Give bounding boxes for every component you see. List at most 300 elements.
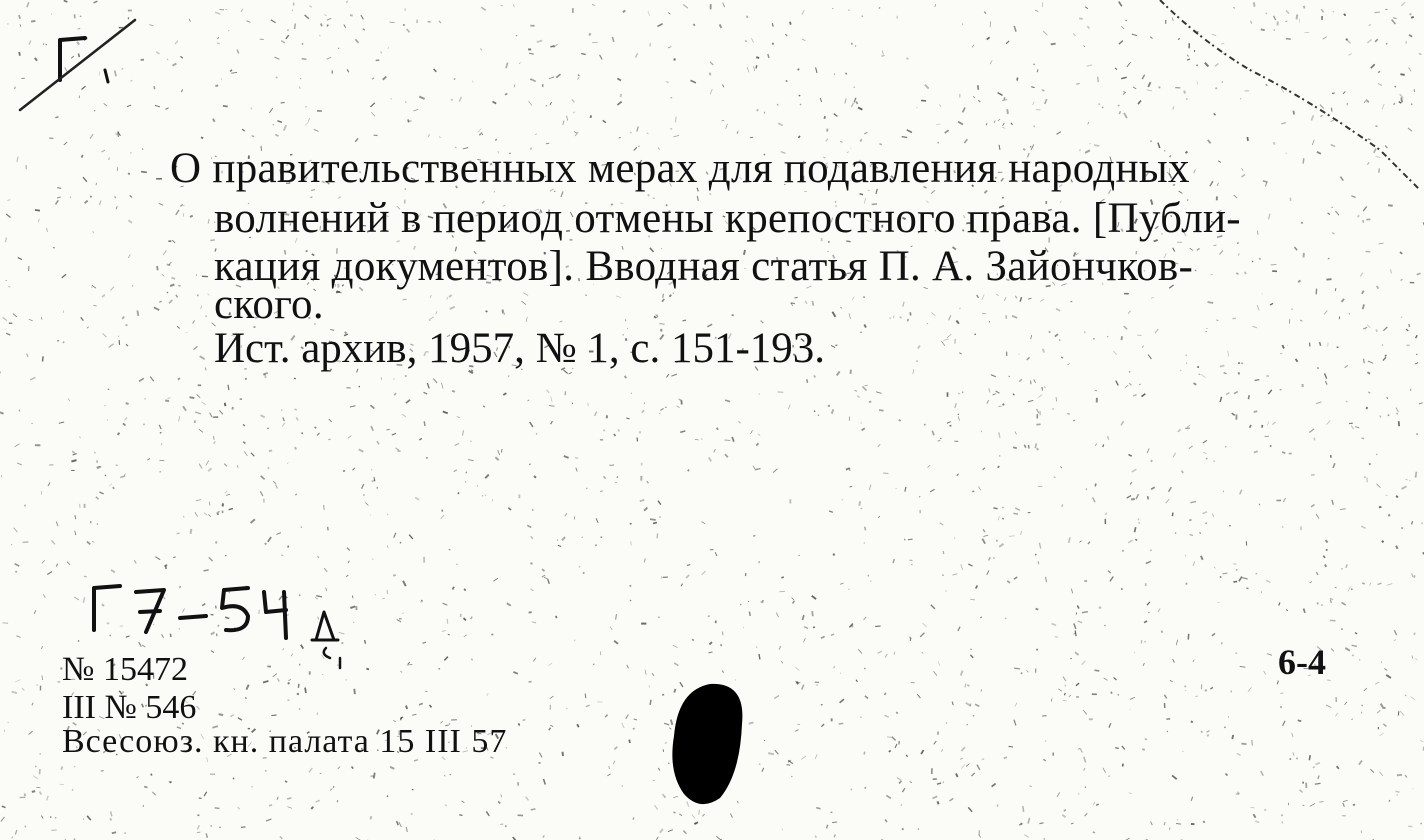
speckle-mark xyxy=(288,683,290,684)
speckle-mark xyxy=(543,835,544,837)
speckle-mark xyxy=(907,130,912,133)
speckle-mark xyxy=(15,680,20,682)
speckle-mark xyxy=(764,740,765,741)
speckle-mark xyxy=(864,617,867,620)
speckle-mark xyxy=(726,124,728,129)
speckle-mark xyxy=(1103,444,1104,447)
speckle-mark xyxy=(1016,296,1017,299)
speckle-mark xyxy=(1045,99,1047,104)
speckle-mark xyxy=(1330,598,1333,599)
speckle-mark xyxy=(1064,810,1066,812)
speckle-mark xyxy=(534,476,536,478)
speckle-mark xyxy=(1280,353,1282,354)
speckle-mark xyxy=(217,43,220,44)
speckle-mark xyxy=(673,135,679,137)
speckle-mark xyxy=(644,558,645,562)
speckle-mark xyxy=(269,805,272,806)
speckle-mark xyxy=(228,385,229,391)
speckle-mark xyxy=(97,460,98,463)
speckle-mark xyxy=(197,394,201,397)
speckle-mark xyxy=(300,87,301,89)
speckle-mark xyxy=(655,805,658,809)
speckle-mark xyxy=(956,774,958,778)
speckle-mark xyxy=(854,98,856,102)
speckle-mark xyxy=(441,515,444,519)
speckle-mark xyxy=(556,74,560,78)
speckle-mark xyxy=(1242,363,1243,364)
speckle-mark xyxy=(51,816,52,817)
speckle-mark xyxy=(393,575,396,576)
speckle-mark xyxy=(1057,132,1061,135)
speckle-mark xyxy=(904,539,905,541)
speckle-mark xyxy=(1004,297,1006,301)
speckle-mark xyxy=(1128,311,1131,314)
speckle-mark xyxy=(213,119,215,122)
speckle-mark xyxy=(1142,749,1145,750)
speckle-mark xyxy=(355,39,358,43)
speckle-mark xyxy=(294,409,297,410)
speckle-mark xyxy=(295,494,297,495)
speckle-mark xyxy=(215,12,220,14)
speckle-mark xyxy=(986,123,987,125)
speckle-mark xyxy=(159,301,161,302)
speckle-mark xyxy=(109,158,110,161)
speckle-mark xyxy=(1375,682,1380,684)
speckle-mark xyxy=(64,142,67,145)
speckle-mark xyxy=(493,102,497,104)
speckle-mark xyxy=(1280,693,1283,694)
speckle-mark xyxy=(763,600,764,601)
speckle-mark xyxy=(614,641,618,644)
speckle-mark xyxy=(292,10,293,11)
speckle-mark xyxy=(315,427,317,428)
speckle-mark xyxy=(791,776,792,777)
speckle-mark xyxy=(1282,527,1283,528)
speckle-mark xyxy=(740,604,741,605)
speckle-mark xyxy=(563,121,564,126)
speckle-mark xyxy=(815,754,817,759)
speckle-mark xyxy=(648,11,650,16)
speckle-mark xyxy=(577,724,579,727)
speckle-mark xyxy=(201,306,202,309)
speckle-mark xyxy=(1026,670,1028,672)
speckle-mark xyxy=(1003,404,1005,405)
speckle-mark xyxy=(858,108,862,110)
speckle-mark xyxy=(772,23,773,27)
speckle-mark xyxy=(531,536,533,539)
speckle-mark xyxy=(1331,649,1334,652)
speckle-mark xyxy=(546,143,549,144)
speckle-mark xyxy=(530,464,531,465)
speckle-mark xyxy=(439,137,440,138)
speckle-mark xyxy=(814,375,815,377)
speckle-mark xyxy=(586,295,587,296)
speckle-mark xyxy=(1206,523,1207,524)
speckle-mark xyxy=(961,564,963,570)
speckle-mark xyxy=(1166,499,1170,503)
speckle-mark xyxy=(1239,372,1240,374)
speckle-mark xyxy=(582,537,583,538)
speckle-mark xyxy=(1212,514,1214,518)
speckle-mark xyxy=(637,438,638,442)
speckle-mark xyxy=(862,16,863,17)
speckle-mark xyxy=(1089,143,1090,144)
speckle-mark xyxy=(1328,213,1330,215)
speckle-mark xyxy=(978,85,979,90)
speckle-mark xyxy=(777,104,778,105)
speckle-mark xyxy=(365,503,368,506)
speckle-mark xyxy=(1270,303,1273,305)
speckle-mark xyxy=(195,512,198,516)
speckle-mark xyxy=(1162,631,1163,633)
speckle-mark xyxy=(328,527,329,531)
speckle-mark xyxy=(73,454,77,455)
speckle-mark xyxy=(694,24,695,26)
speckle-mark xyxy=(1233,582,1237,583)
speckle-mark xyxy=(1366,408,1368,409)
speckle-mark xyxy=(406,706,407,709)
speckle-mark xyxy=(1343,803,1345,807)
speckle-mark xyxy=(204,792,207,796)
speckle-mark xyxy=(937,783,941,784)
speckle-mark xyxy=(549,406,554,407)
speckle-mark xyxy=(666,374,668,377)
speckle-mark xyxy=(243,425,245,426)
speckle-mark xyxy=(1060,467,1062,469)
speckle-mark xyxy=(531,589,534,591)
speckle-mark xyxy=(614,434,616,436)
speckle-mark xyxy=(854,87,855,88)
speckle-mark xyxy=(932,312,936,315)
speckle-mark xyxy=(1397,775,1402,776)
speckle-mark xyxy=(177,533,180,534)
speckle-mark xyxy=(1098,77,1099,82)
speckle-mark xyxy=(850,486,853,487)
speckle-mark xyxy=(393,721,396,722)
speckle-mark xyxy=(94,1,98,3)
speckle-mark xyxy=(717,428,719,430)
speckle-mark xyxy=(1173,453,1176,458)
speckle-mark xyxy=(215,808,220,809)
speckle-mark xyxy=(43,356,44,361)
speckle-mark xyxy=(1255,380,1260,381)
speckle-mark xyxy=(406,827,407,832)
speckle-mark xyxy=(1076,683,1079,686)
speckle-mark xyxy=(1115,68,1117,69)
speckle-mark xyxy=(1376,330,1377,332)
speckle-mark xyxy=(633,817,634,819)
speckle-mark xyxy=(1108,571,1111,574)
speckle-mark xyxy=(1003,123,1005,126)
speckle-mark xyxy=(710,89,712,94)
speckle-mark xyxy=(1039,543,1040,549)
speckle-mark xyxy=(1148,496,1149,499)
speckle-mark xyxy=(1021,531,1022,535)
speckle-mark xyxy=(732,437,734,442)
speckle-mark xyxy=(1271,264,1277,265)
speckle-mark xyxy=(122,317,124,319)
speckle-mark xyxy=(1236,273,1238,274)
speckle-mark xyxy=(832,409,834,413)
speckle-mark xyxy=(107,420,108,421)
speckle-mark xyxy=(576,468,577,472)
speckle-mark xyxy=(16,636,20,638)
speckle-mark xyxy=(1069,695,1071,697)
speckle-mark xyxy=(1236,570,1238,571)
speckle-mark xyxy=(218,37,219,39)
speckle-mark xyxy=(1084,768,1085,771)
speckle-mark xyxy=(952,574,957,575)
speckle-mark xyxy=(574,640,576,641)
speckle-mark xyxy=(542,569,545,571)
speckle-mark xyxy=(1234,392,1238,394)
speckle-mark xyxy=(621,94,622,97)
speckle-mark xyxy=(1394,630,1396,635)
speckle-mark xyxy=(743,627,744,628)
speckle-mark xyxy=(47,796,49,801)
speckle-mark xyxy=(919,496,920,497)
speckle-mark xyxy=(56,200,59,204)
speckle-mark xyxy=(493,578,498,581)
speckle-mark xyxy=(603,430,605,431)
speckle-mark xyxy=(226,494,230,495)
speckle-mark xyxy=(1019,379,1022,382)
speckle-mark xyxy=(1389,514,1390,516)
speckle-mark xyxy=(1233,564,1236,565)
speckle-mark xyxy=(1362,583,1364,584)
speckle-mark xyxy=(93,232,94,233)
speckle-mark xyxy=(305,688,306,693)
speckle-mark xyxy=(674,663,678,666)
speckle-mark xyxy=(1073,34,1075,36)
speckle-mark xyxy=(1216,320,1218,321)
speckle-mark xyxy=(1249,395,1250,399)
speckle-mark xyxy=(977,295,979,298)
speckle-mark xyxy=(1383,327,1387,331)
speckle-mark xyxy=(864,325,866,328)
speckle-mark xyxy=(1225,446,1226,447)
speckle-mark xyxy=(660,408,663,410)
speckle-mark xyxy=(970,655,973,658)
speckle-mark xyxy=(1293,753,1294,756)
speckle-mark xyxy=(32,703,33,706)
speckle-mark xyxy=(496,139,497,140)
speckle-mark xyxy=(421,600,422,602)
speckle-mark xyxy=(1046,577,1047,582)
speckle-mark xyxy=(33,776,38,779)
speckle-mark xyxy=(1325,381,1327,385)
speckle-mark xyxy=(1108,436,1109,440)
speckle-mark xyxy=(1416,335,1418,338)
speckle-mark xyxy=(1119,41,1123,45)
speckle-mark xyxy=(141,172,147,173)
speckle-mark xyxy=(507,603,511,606)
speckle-mark xyxy=(600,491,603,492)
speckle-mark xyxy=(807,379,808,382)
speckle-mark xyxy=(1203,512,1208,514)
speckle-mark xyxy=(1408,826,1412,827)
speckle-mark xyxy=(967,724,968,725)
speckle-mark xyxy=(1410,389,1411,391)
speckle-mark xyxy=(1142,394,1146,397)
speckle-mark xyxy=(1383,724,1386,727)
speckle-mark xyxy=(1190,535,1193,536)
speckle-mark xyxy=(1084,46,1085,47)
speckle-mark xyxy=(947,422,951,424)
speckle-mark xyxy=(56,564,58,567)
speckle-mark xyxy=(826,139,828,142)
speckle-mark xyxy=(383,77,387,80)
speckle-mark xyxy=(756,443,758,445)
speckle-mark xyxy=(434,69,437,72)
speckle-mark xyxy=(427,383,429,388)
speckle-mark xyxy=(234,688,235,690)
speckle-mark xyxy=(225,491,228,493)
speckle-mark xyxy=(1167,731,1168,732)
speckle-mark xyxy=(1129,383,1131,385)
speckle-mark xyxy=(1226,393,1229,395)
speckle-mark xyxy=(381,377,382,380)
speckle-mark xyxy=(1151,487,1155,489)
speckle-mark xyxy=(795,730,798,732)
speckle-mark xyxy=(450,774,451,775)
speckle-mark xyxy=(1377,286,1379,289)
speckle-mark xyxy=(1043,31,1047,35)
speckle-mark xyxy=(263,681,268,683)
speckle-mark xyxy=(1363,207,1367,212)
speckle-mark xyxy=(1180,370,1181,371)
speckle-mark xyxy=(1370,769,1374,772)
speckle-mark xyxy=(273,125,274,126)
speckle-mark xyxy=(1210,687,1213,689)
speckle-mark xyxy=(436,311,437,314)
speckle-mark xyxy=(1130,709,1131,710)
speckle-mark xyxy=(1400,711,1404,715)
speckle-mark xyxy=(895,744,897,748)
speckle-mark xyxy=(16,571,17,572)
speckle-mark xyxy=(1379,243,1384,244)
speckle-mark xyxy=(1011,123,1013,125)
speckle-mark xyxy=(156,52,159,54)
speckle-mark xyxy=(268,537,271,542)
speckle-mark xyxy=(908,539,913,540)
speckle-mark xyxy=(1414,575,1415,577)
speckle-mark xyxy=(573,112,574,114)
speckle-mark xyxy=(931,605,935,609)
speckle-mark xyxy=(610,627,612,631)
speckle-mark xyxy=(1353,804,1355,805)
speckle-mark xyxy=(459,97,461,102)
speckle-mark xyxy=(471,441,472,442)
speckle-mark xyxy=(1387,584,1393,586)
speckle-mark xyxy=(1370,583,1371,586)
speckle-mark xyxy=(252,136,255,137)
speckle-mark xyxy=(574,132,577,134)
speckle-mark xyxy=(175,41,178,44)
speckle-mark xyxy=(645,670,646,675)
speckle-mark xyxy=(1172,513,1173,517)
speckle-mark xyxy=(8,722,9,723)
speckle-mark xyxy=(344,25,346,28)
speckle-mark xyxy=(452,391,455,392)
speckle-mark xyxy=(966,703,971,706)
speckle-mark xyxy=(989,388,990,392)
speckle-mark xyxy=(120,476,125,478)
speckle-mark xyxy=(578,75,579,77)
speckle-mark xyxy=(1133,87,1136,89)
speckle-mark xyxy=(408,662,410,664)
speckle-mark xyxy=(427,457,428,458)
speckle-mark xyxy=(846,468,850,469)
speckle-mark xyxy=(281,555,283,556)
speckle-mark xyxy=(1269,214,1270,220)
speckle-mark xyxy=(162,274,165,276)
speckle-mark xyxy=(165,400,169,401)
accession-number: № 15472 xyxy=(62,651,188,688)
speckle-mark xyxy=(1273,422,1276,425)
speckle-mark xyxy=(197,706,200,709)
speckle-mark xyxy=(957,474,959,476)
speckle-mark xyxy=(798,136,800,138)
speckle-mark xyxy=(1314,438,1315,441)
classification-code: 6-4 xyxy=(1278,642,1326,682)
speckle-mark xyxy=(528,400,530,401)
speckle-mark xyxy=(466,472,467,474)
speckle-mark xyxy=(1289,319,1290,324)
speckle-mark xyxy=(1095,444,1096,446)
speckle-mark xyxy=(885,654,887,658)
speckle-mark xyxy=(652,673,654,676)
speckle-mark xyxy=(774,696,779,699)
description-line-4: ского. xyxy=(214,281,324,328)
speckle-mark xyxy=(1316,514,1319,519)
speckle-mark xyxy=(463,430,464,435)
speckle-mark xyxy=(424,421,425,426)
speckle-mark xyxy=(388,48,389,49)
speckle-mark xyxy=(1368,361,1373,363)
speckle-mark xyxy=(982,294,984,299)
speckle-mark xyxy=(402,613,404,614)
speckle-mark xyxy=(295,447,296,449)
speckle-mark xyxy=(802,10,805,15)
speckle-mark xyxy=(613,761,615,765)
speckle-mark xyxy=(297,694,299,695)
speckle-mark xyxy=(1310,804,1315,807)
speckle-mark xyxy=(189,19,190,22)
speckle-mark xyxy=(1062,504,1063,507)
speckle-mark xyxy=(1335,713,1338,716)
speckle-mark xyxy=(92,285,96,288)
speckle-mark xyxy=(840,141,842,142)
speckle-mark xyxy=(790,22,791,25)
speckle-mark xyxy=(1164,822,1165,825)
speckle-mark xyxy=(190,216,193,217)
speckle-mark xyxy=(390,767,394,769)
speckle-mark xyxy=(1364,688,1367,691)
speckle-mark xyxy=(223,106,228,107)
speckle-mark xyxy=(617,78,621,80)
speckle-mark xyxy=(625,319,626,321)
speckle-mark xyxy=(781,577,783,578)
speckle-mark xyxy=(788,405,790,410)
speckle-mark xyxy=(961,747,965,751)
speckle-mark xyxy=(462,801,465,803)
speckle-mark xyxy=(933,796,938,798)
speckle-mark xyxy=(48,483,50,487)
speckle-mark xyxy=(6,214,10,217)
speckle-mark xyxy=(1359,761,1362,765)
speckle-mark xyxy=(1345,648,1350,651)
